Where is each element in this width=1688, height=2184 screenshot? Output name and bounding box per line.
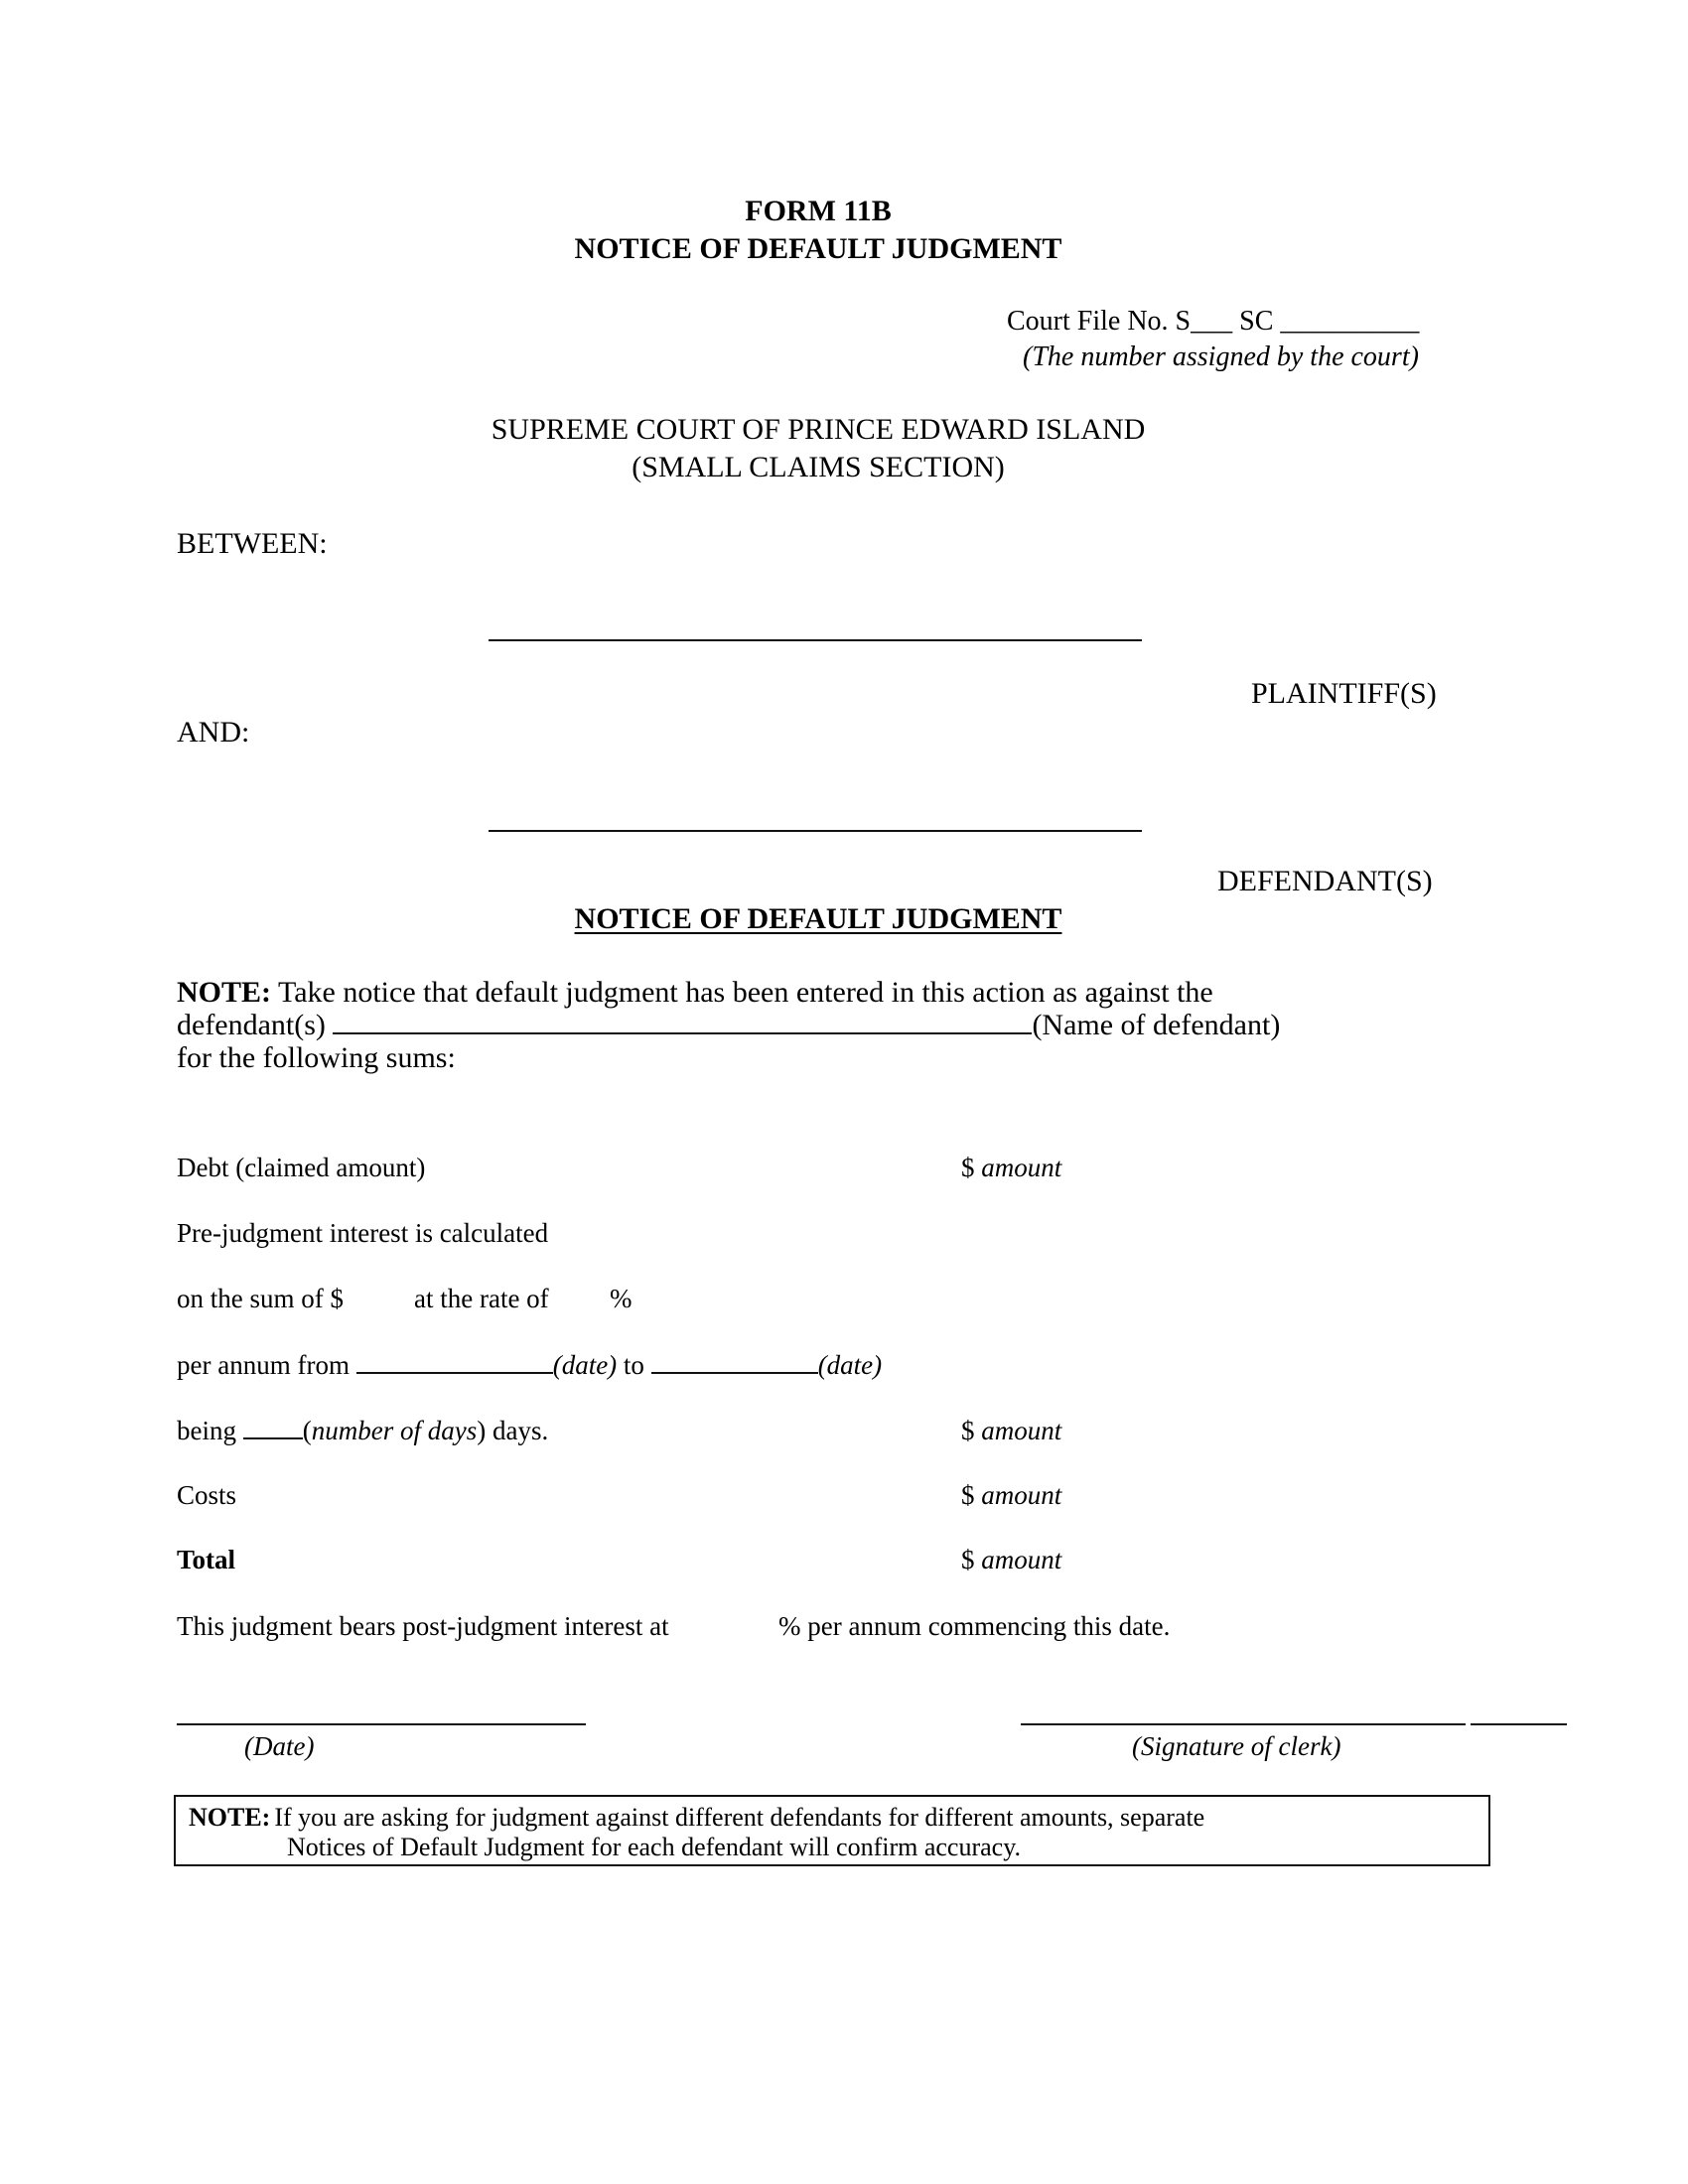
clerk-signature-line-extension xyxy=(1471,1723,1567,1725)
defendant-name-field[interactable] xyxy=(489,830,1142,832)
court-file-sc-field[interactable]: __________ xyxy=(1280,306,1420,337)
defendant-name-input[interactable] xyxy=(333,1031,1032,1034)
court-name: SUPREME COURT OF PRINCE EDWARD ISLAND xyxy=(491,413,1146,446)
form-title: NOTICE OF DEFAULT JUDGMENT xyxy=(574,232,1062,265)
date-label: (Date) xyxy=(244,1731,315,1761)
total-label: Total xyxy=(177,1545,236,1574)
rate-percent-sign: % xyxy=(610,1284,633,1313)
prejudgment-label: Pre-judgment interest is calculated xyxy=(177,1218,549,1248)
plaintiff-label: PLAINTIFF(S) xyxy=(1251,677,1437,710)
form-number: FORM 11B xyxy=(745,195,892,227)
per-annum-line: per annum from (date) to (date) xyxy=(177,1350,883,1380)
clerk-signature-label: (Signature of clerk) xyxy=(1132,1731,1341,1761)
notice-line-3: for the following sums: xyxy=(177,1041,456,1074)
court-file-note: (The number assigned by the court) xyxy=(1023,341,1419,372)
footer-note-line-1: NOTE: If you are asking for judgment against different defendants for different amounts, separate xyxy=(189,1803,1205,1832)
court-file-s-field[interactable]: ___ xyxy=(1191,306,1233,337)
costs-amount[interactable]: $ amount xyxy=(961,1480,1062,1510)
footer-note-line-2: Notices of Default Judgment for each defendant will confirm accuracy. xyxy=(287,1833,1022,1861)
notice-heading: NOTICE OF DEFAULT JUDGMENT xyxy=(574,902,1062,935)
court-file-label: Court File No. S xyxy=(1007,306,1192,337)
to-date-input[interactable] xyxy=(651,1371,818,1374)
debt-label: Debt (claimed amount) xyxy=(177,1153,426,1182)
footer-note-box xyxy=(174,1795,1490,1866)
post-judgment-interest-suffix: % per annum commencing this date. xyxy=(778,1611,1171,1641)
date-signature-line[interactable] xyxy=(177,1723,586,1725)
days-line: being (number of days) days. xyxy=(177,1416,549,1445)
court-section: (SMALL CLAIMS SECTION) xyxy=(632,451,1005,483)
court-file-sc-label: SC xyxy=(1239,306,1274,337)
rate-input[interactable] xyxy=(571,1286,609,1313)
costs-label: Costs xyxy=(177,1480,237,1510)
defendant-label: DEFENDANT(S) xyxy=(1217,865,1433,897)
total-amount[interactable]: $ amount xyxy=(961,1545,1062,1574)
note-label: NOTE: xyxy=(177,976,272,1009)
plaintiff-name-field[interactable] xyxy=(489,639,1142,641)
post-judgment-interest-label: This judgment bears post-judgment interest at xyxy=(177,1611,669,1641)
sum-of-label: on the sum of $ xyxy=(177,1284,344,1313)
post-judgment-interest-input[interactable] xyxy=(730,1613,774,1641)
court-file-number xyxy=(1007,308,1419,336)
sum-of-input[interactable] xyxy=(362,1286,407,1313)
clerk-signature-line[interactable] xyxy=(1021,1723,1466,1725)
debt-amount[interactable]: $ amount xyxy=(961,1153,1062,1182)
rate-label: at the rate of xyxy=(414,1284,549,1313)
footer-note-label: NOTE: xyxy=(189,1803,271,1832)
notice-line-2: defendant(s) (Name of defendant) xyxy=(177,1009,1281,1041)
and-label: AND: xyxy=(177,716,250,749)
interest-amount[interactable]: $ amount xyxy=(961,1416,1062,1445)
from-date-input[interactable] xyxy=(356,1371,553,1374)
notice-line-1: NOTE: Take notice that default judgment has been entered in this action as against the xyxy=(177,976,1213,1009)
between-label: BETWEEN: xyxy=(177,527,328,560)
days-input[interactable] xyxy=(243,1436,303,1439)
